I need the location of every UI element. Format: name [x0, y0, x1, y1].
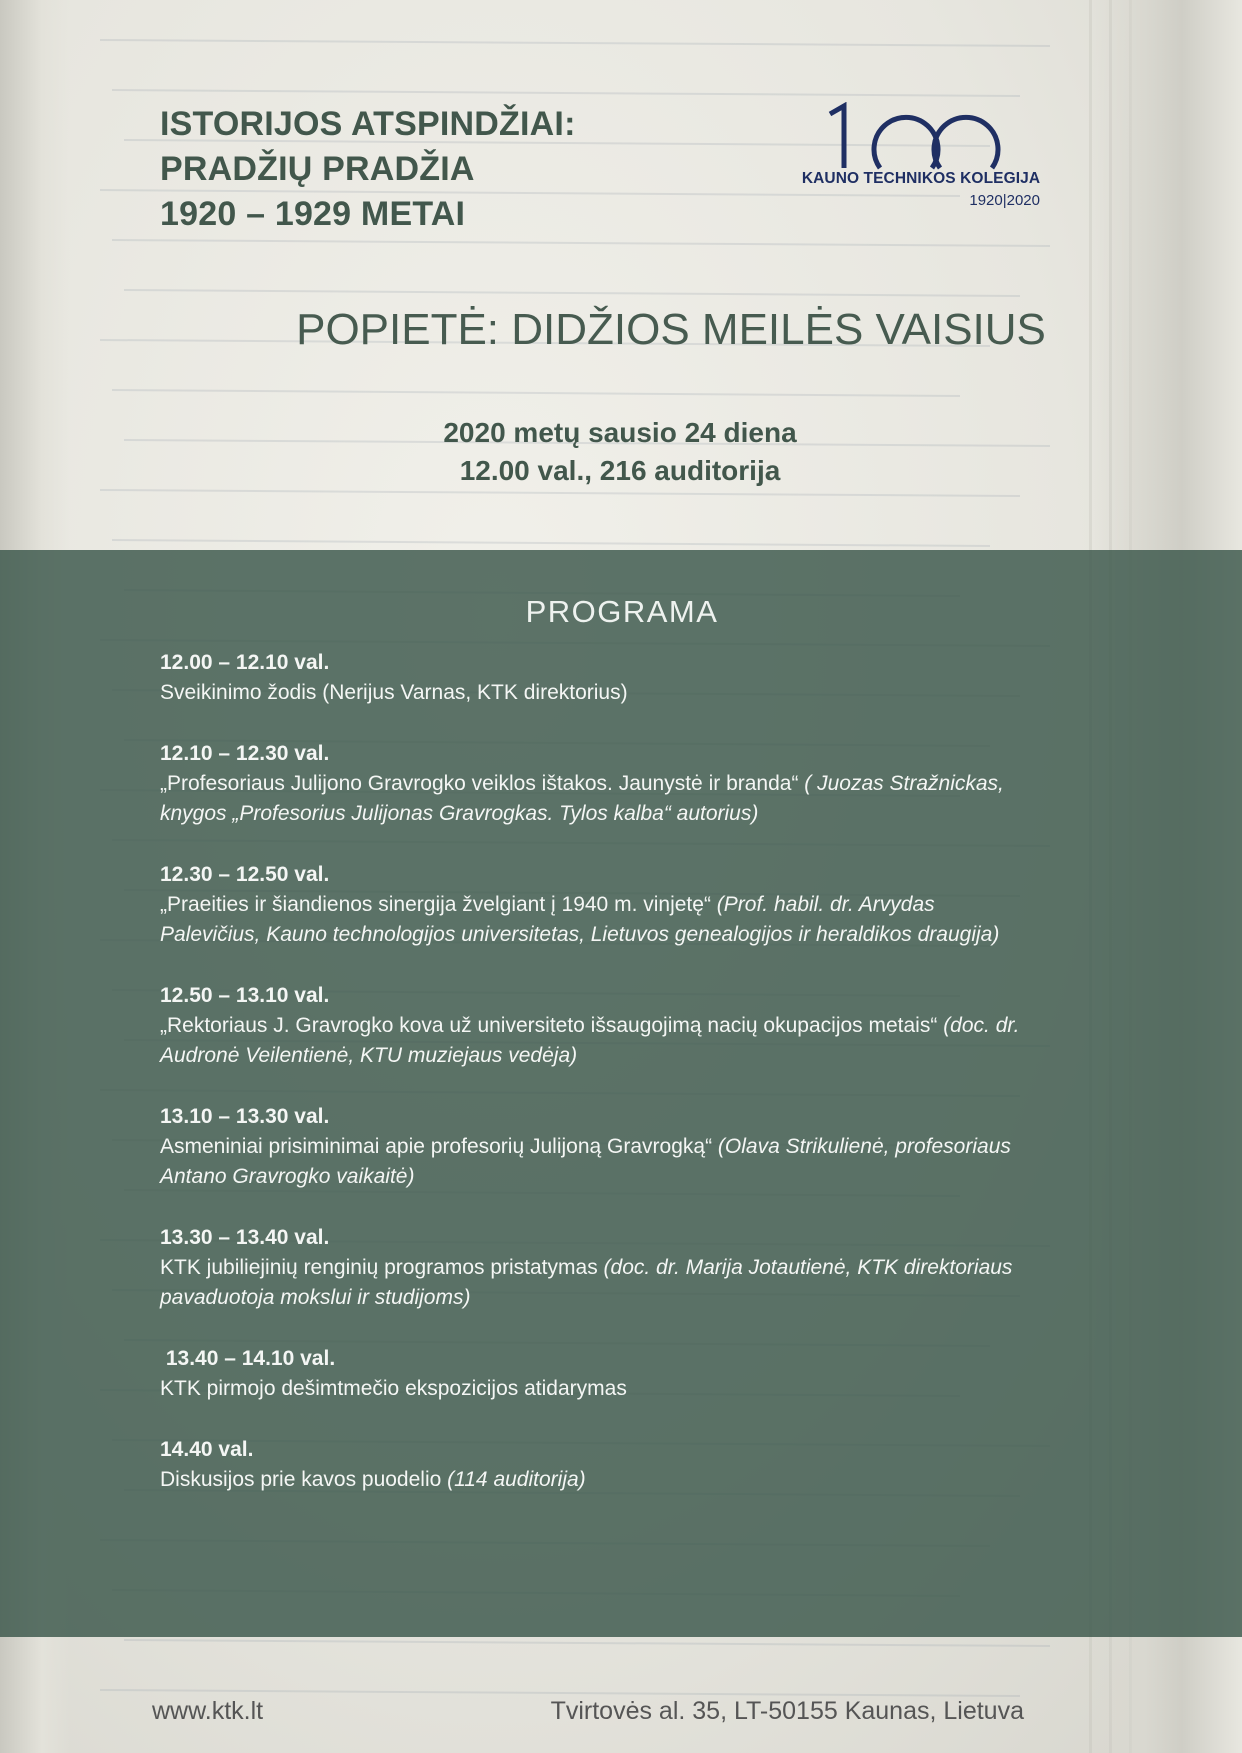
program-item-desc: Asmeniniai prisiminimai apie profesorių Julijoną Gravrogką“ (Olava Strikulienė, profesoriaus Antano Gravrogko vaikaitė) [160, 1135, 1011, 1188]
texture-line [100, 1690, 1020, 1696]
program-item [160, 739, 1040, 829]
program-item [160, 1102, 1040, 1192]
address: Tvirtovės al. 35, LT-50155 Kaunas, Lietuva [550, 1697, 1024, 1725]
texture-line [124, 290, 1020, 296]
program-item [160, 860, 1040, 950]
program-item-time: 13.30 – 13.40 val. [160, 1226, 330, 1249]
texture-line [112, 240, 1050, 246]
program-title [0, 594, 1242, 630]
program-list [160, 648, 1040, 1526]
logo-100-mark [820, 102, 1040, 172]
event-title-text: POPIETĖ: DIDŽIOS MEILĖS VAISIUS [296, 305, 1046, 354]
logo-years: 1920|2020 [969, 192, 1040, 209]
program-item-desc: KTK pirmojo dešimtmečio ekspozicijos atidarymas [160, 1377, 627, 1400]
program-item-desc: „Profesoriaus Julijono Gravrogko veiklos ištakos. Jaunystė ir branda“ ( Juozas Stražnickas, knygos „Profesorius Julijonas Gravrogkas. Tylos kalba“ autorius) [160, 772, 1004, 825]
program-item [160, 1344, 1040, 1404]
logo-name: KAUNO TECHNIKOS KOLEGIJA [801, 170, 1041, 187]
texture-line [100, 490, 1020, 496]
event-date-block [380, 414, 860, 490]
program-item-desc: Diskusijos prie kavos puodelio (114 auditorija) [160, 1468, 586, 1491]
texture-line [100, 40, 1050, 46]
program-item [160, 1223, 1040, 1313]
program-item [160, 1435, 1040, 1495]
college-logo [780, 102, 1060, 212]
header-line: 1920 – 1929 METAI [160, 195, 466, 233]
program-item-desc: KTK jubiliejinių renginių programos pristatymas (doc. dr. Marija Jotautienė, KTK direktoriaus pavaduotoja mokslui ir studijoms) [160, 1256, 1013, 1309]
event-date: 2020 metų sausio 24 diena [443, 417, 797, 448]
program-item-desc: Sveikinimo žodis (Nerijus Varnas, KTK direktorius) [160, 681, 628, 704]
program-title-text: PROGRAMA [525, 594, 719, 629]
header-line: PRADŽIŲ PRADŽIA [160, 150, 475, 188]
program-item-desc: „Praeities ir šiandienos sinergija žvelgiant į 1940 m. vinjetę“ (Prof. habil. dr. Arvydas Palevičius, Kauno technologijos universitetas, Lietuvos genealogijos ir heraldikos draugija) [160, 893, 1000, 946]
texture-line [112, 540, 990, 546]
program-item-time: 12.30 – 12.50 val. [160, 863, 330, 886]
program-item-time: 13.10 – 13.30 val. [160, 1105, 330, 1128]
program-item-time: 14.40 val. [160, 1438, 254, 1461]
program-item-time: 12.10 – 12.30 val. [160, 742, 330, 765]
event-time-place: 12.00 val., 216 auditorija [459, 455, 781, 486]
event-title [0, 305, 1242, 355]
program-item [160, 648, 1040, 708]
program-item-desc: „Rektoriaus J. Gravrogko kova už universiteto išsaugojimą nacių okupacijos metais“ (doc. dr. Audronė Veilentienė, KTU muziejaus vedėja) [160, 1014, 1020, 1067]
program-item-time: 12.00 – 12.10 val. [160, 651, 330, 674]
header-line: ISTORIJOS ATSPINDŽIAI: [160, 105, 576, 143]
texture-line [112, 390, 960, 396]
program-item [160, 981, 1040, 1071]
program-item-time: 12.50 – 13.10 val. [160, 984, 330, 1007]
texture-line [112, 90, 1020, 96]
header-title [160, 102, 576, 237]
program-item-time: 13.40 – 14.10 val. [160, 1347, 336, 1370]
texture-line [124, 1640, 1050, 1646]
website-link[interactable]: www.ktk.lt [152, 1697, 264, 1725]
